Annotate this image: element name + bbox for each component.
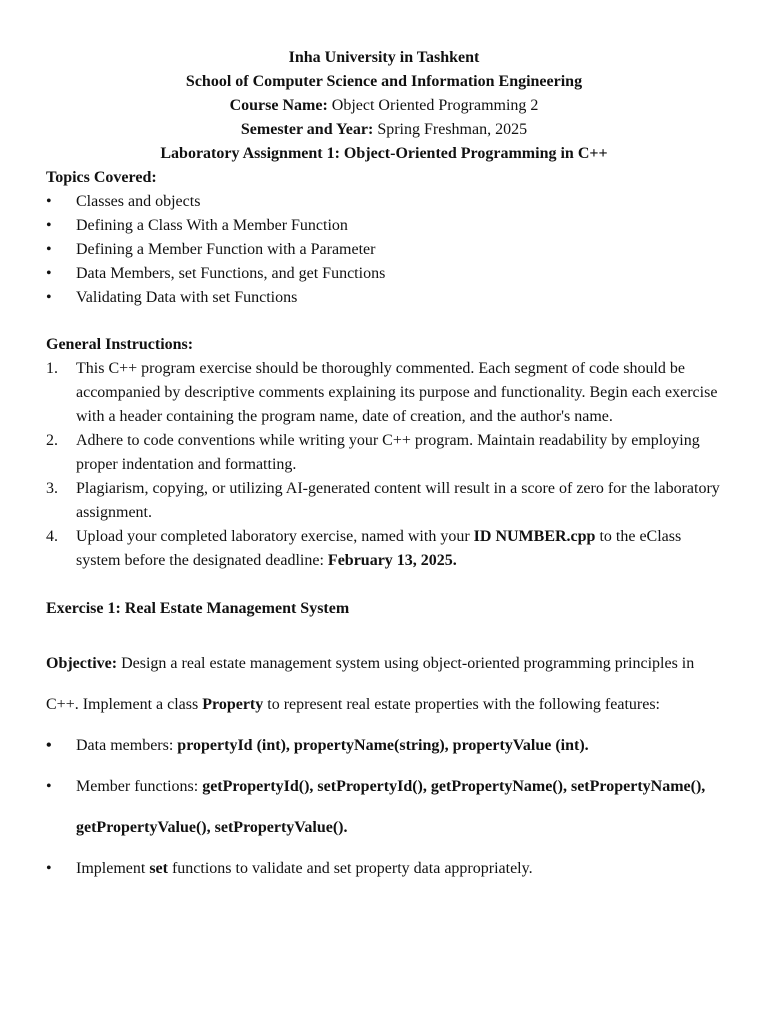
deadline-text: February 13, 2025. xyxy=(327,552,457,569)
assignment-title: Laboratory Assignment 1: Object-Oriented Programming in C++ xyxy=(160,145,608,162)
list-item: 1. This C++ program exercise should be thoroughly commented. Each segment of code should be accompanied by descriptive comments explaining its purpose and functionality. Begin each exercise with a header containing the program name, date of creation, and the author's name. xyxy=(46,360,718,425)
document-header xyxy=(46,46,722,166)
semester-value: Spring Freshman, 2025 xyxy=(373,121,528,138)
bullet-icon: • xyxy=(46,778,52,795)
list-item: • Data Members, set Functions, and get Functions xyxy=(46,262,722,286)
list-item: • Implement set functions to validate and set property data appropriately. xyxy=(46,848,722,889)
document-page xyxy=(46,46,722,889)
list-item: • Data members: propertyId (int), propertyName(string), propertyValue (int). xyxy=(46,725,722,766)
course-label: Course Name: xyxy=(229,97,328,114)
topics-heading: Topics Covered: xyxy=(46,169,157,186)
semester-label: Semester and Year: xyxy=(240,121,374,138)
list-item: 3. Plagiarism, copying, or utilizing AI-generated content will result in a score of zero for the laboratory assignment. xyxy=(46,480,720,521)
school-name: School of Computer Science and Information Engineering xyxy=(185,73,583,90)
course-value: Object Oriented Programming 2 xyxy=(327,97,539,114)
class-name: Property xyxy=(202,696,264,713)
list-item: • Defining a Member Function with a Parameter xyxy=(46,238,722,262)
bullet-icon: • xyxy=(46,241,52,258)
list-item: • Classes and objects xyxy=(46,190,722,214)
list-item: • Member functions: getPropertyId(), setPropertyId(), getPropertyName(), setPropertyName(), getPropertyValue(), setPropertyValue(). xyxy=(46,766,722,848)
objective-paragraph: Objective: Design a real estate management system using object-oriented programming principles in C++. Implement a class Property to represent real estate properties with the following features: xyxy=(46,655,695,713)
instructions-list xyxy=(46,357,722,573)
list-item: • Validating Data with set Functions xyxy=(46,286,722,310)
bullet-icon: • xyxy=(46,217,52,234)
bullet-icon: • xyxy=(46,860,52,877)
topics-list xyxy=(46,190,722,310)
features-list xyxy=(46,725,722,889)
university-name: Inha University in Tashkent xyxy=(288,49,480,66)
instructions-heading: General Instructions: xyxy=(46,336,194,353)
exercise-title: Exercise 1: Real Estate Management System xyxy=(46,600,350,617)
bullet-icon: • xyxy=(46,737,52,754)
list-item: • Defining a Class With a Member Function xyxy=(46,214,722,238)
list-item: 4. Upload your completed laboratory exercise, named with your ID NUMBER.cpp to the eClass system before the designated deadline: February 13, 2025. xyxy=(46,528,682,569)
list-item: 2. Adhere to code conventions while writing your C++ program. Maintain readability by employing proper indentation and formatting. xyxy=(46,432,700,473)
bullet-icon: • xyxy=(46,289,52,306)
filename-text: ID NUMBER.cpp xyxy=(473,528,596,545)
course-line xyxy=(46,94,722,118)
bullet-icon: • xyxy=(46,265,52,282)
objective-label: Objective: xyxy=(46,655,118,672)
bullet-icon: • xyxy=(46,193,52,210)
semester-line xyxy=(46,118,722,142)
